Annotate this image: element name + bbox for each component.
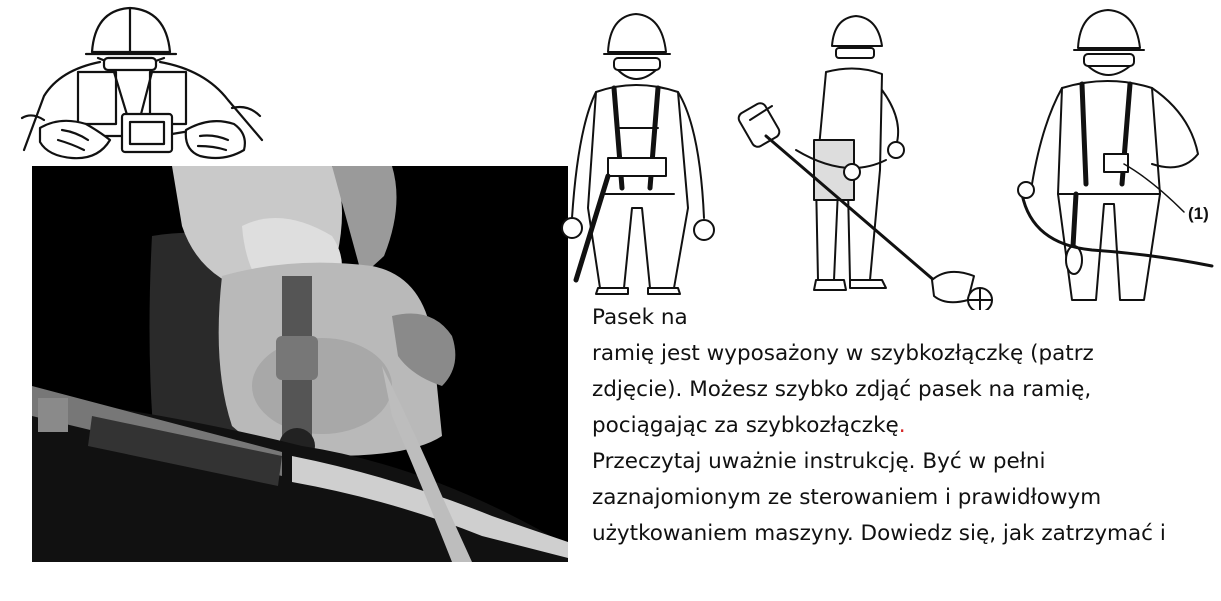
text-line: Przeczytaj uważnie instrukcję. Być w pełni — [592, 449, 1046, 474]
text-line: zdjęcie). Możesz szybko zdjąć pasek na ramię, — [592, 377, 1092, 402]
text-line — [592, 408, 1221, 444]
quick-release-photo — [32, 166, 568, 562]
instruction-text — [592, 300, 1221, 552]
worker-harness-side-illustration — [1012, 4, 1221, 304]
red-period: . — [898, 413, 906, 438]
worker-with-trimmer-illustration — [736, 10, 1012, 310]
text-line-content: pociągając za szybkozłączkę — [592, 413, 899, 438]
worker-harness-front-illustration — [558, 8, 718, 298]
text-line: użytkowaniem maszyny. Dowiedz się, jak zatrzymać i — [592, 521, 1166, 546]
text-line: Pasek na — [592, 305, 688, 330]
text-line: zaznajomionym ze sterowaniem i prawidłowym — [592, 485, 1102, 510]
text-line: ramię jest wyposażony w szybkozłączkę (patrz — [592, 341, 1094, 366]
callout-label-1: (1) — [1188, 204, 1209, 223]
harness-buckle-illustration — [0, 0, 275, 170]
